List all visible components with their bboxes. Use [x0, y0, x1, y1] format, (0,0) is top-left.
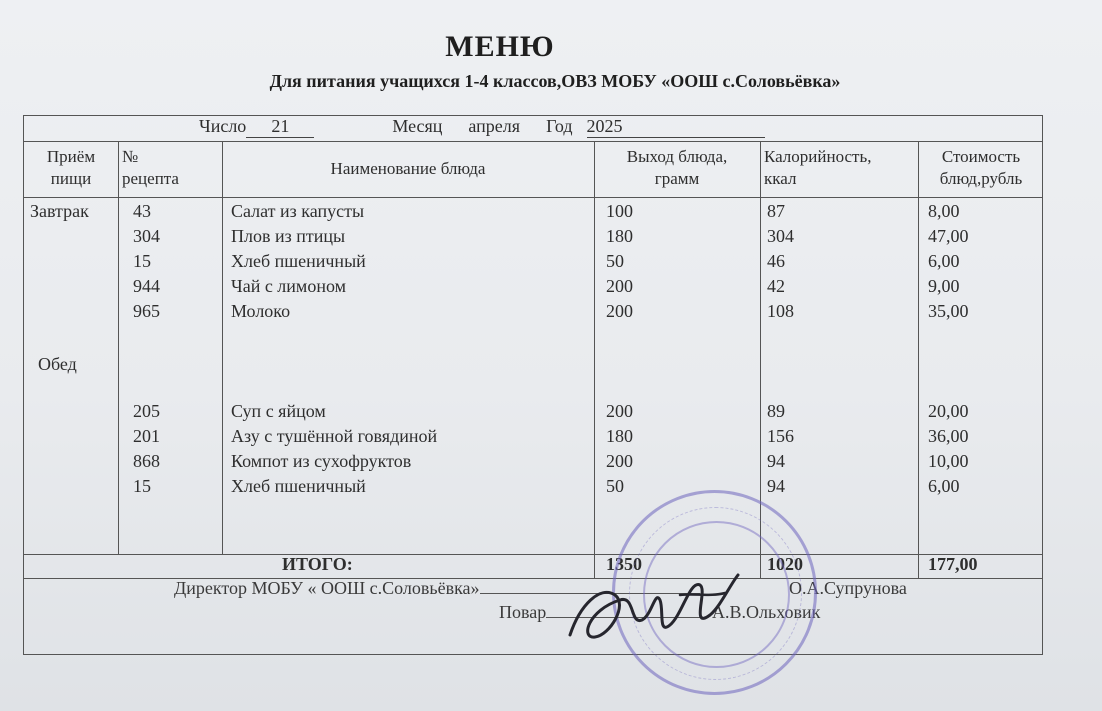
month-value: апреля — [468, 116, 521, 136]
handwritten-signature — [560, 565, 750, 655]
year-value: 2025 — [587, 116, 765, 138]
month-label: Месяц — [392, 116, 443, 136]
totals-calories: 1020 — [767, 554, 803, 574]
day-label: Число — [199, 116, 247, 136]
table-rule — [24, 197, 1042, 198]
totals-weight: 1350 — [606, 554, 642, 574]
director-label: Директор МОБУ « ООШ с.Соловьёвка» — [174, 578, 480, 598]
director-name: О.А.Супрунова — [789, 578, 907, 598]
page-title: МЕНЮ — [445, 30, 555, 63]
header-meal: Приём пищи — [46, 147, 96, 188]
header-dish: Наименование блюда — [330, 159, 486, 178]
table-rule — [222, 141, 223, 554]
cook-label: Повар — [499, 602, 547, 622]
totals-label: ИТОГО: — [282, 554, 353, 574]
header-weight: Выход блюда, грамм — [626, 147, 728, 188]
page-subtitle: Для питания учащихся 1-4 классов,ОВЗ МОБУ «ООШ с.Соловьёвка» — [269, 71, 841, 91]
totals-cost: 177,00 — [928, 554, 978, 574]
day-value: 21 — [246, 116, 314, 138]
cook-name: А.В.Ольховик — [712, 602, 821, 622]
table-rule — [24, 141, 1042, 142]
meal-name-breakfast: Завтрак — [30, 201, 89, 221]
header-cost: Стоимость блюд,рубль — [939, 147, 1023, 188]
header-recipe: № рецепта — [122, 147, 179, 188]
table-rule — [594, 141, 595, 578]
date-line — [199, 116, 765, 138]
table-rule — [918, 141, 919, 578]
year-label: Год — [546, 116, 573, 136]
meal-name-lunch: Обед — [38, 354, 77, 374]
menu-table: Число 21 Месяц апреля Год 2025 Приём пищи № рецепта Наименование блюда Выход блюда, грамм Калорийность, ккал Стоимость блюд,рубль Завтрак Обед 43 Салат из капусты 100 87 8,00 304 Плов из птицы 180 304 47,00 15 Хлеб пшеничный 50 46 6,00 944 Чай с лимоном 200 42 9,00 965 Молоко 200 108 35,00 205 Суп с яйцом 200 89 20,00 201 Азу с тушённой говядиной 180 156 36,00 868 Компот из сухофруктов 200 94 10,00 15 Хлеб пшеничный 50 94 6,00 ИТОГО: 1350 1020 177,00 Директор МОБУ « ООШ с.Соловьёвка» О.А.Супрунова Повар А.В.Ольховик — [23, 115, 1043, 655]
table-rule — [24, 554, 1042, 555]
table-rule — [118, 141, 119, 554]
header-calories: Калорийность, ккал — [764, 147, 872, 188]
